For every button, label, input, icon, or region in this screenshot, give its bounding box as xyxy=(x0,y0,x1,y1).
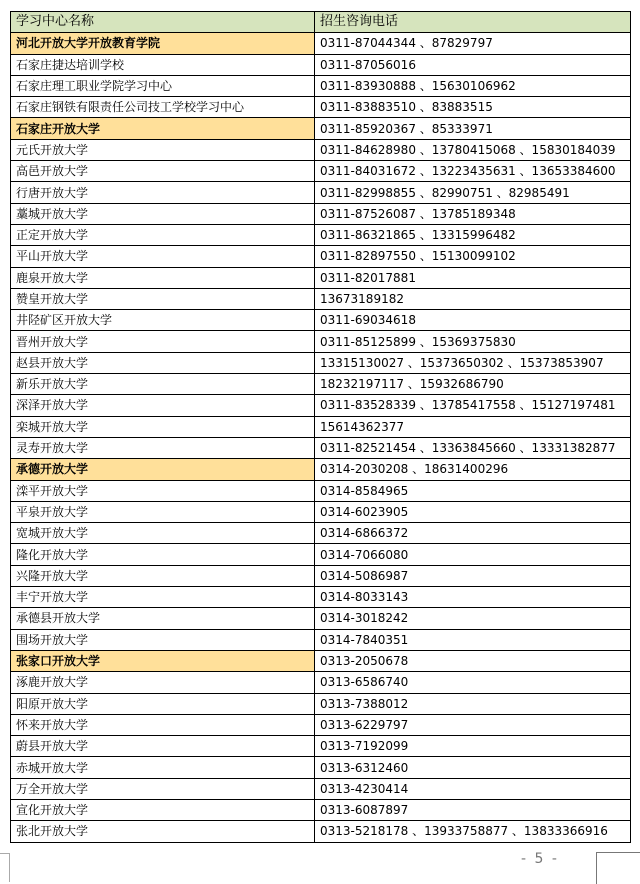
phone-cell: 0313-6229797 xyxy=(315,714,631,735)
table-row xyxy=(11,203,631,224)
center-name-cell: 深泽开放大学 xyxy=(11,395,315,416)
page-number: - 5 - xyxy=(521,851,559,867)
table-row xyxy=(11,778,631,799)
center-name-cell: 平山开放大学 xyxy=(11,246,315,267)
table-row xyxy=(11,267,631,288)
phone-cell: 0313-5218178 、13933758877 、13833366916 xyxy=(315,821,631,842)
table-row xyxy=(11,565,631,586)
table-row xyxy=(11,523,631,544)
phone-cell: 0311-82017881 xyxy=(315,267,631,288)
phone-cell: 0311-87526087 、13785189348 xyxy=(315,203,631,224)
phone-cell: 0311-86321865 、13315996482 xyxy=(315,224,631,245)
center-name-cell: 石家庄理工职业学院学习中心 xyxy=(11,75,315,96)
center-name-cell: 宽城开放大学 xyxy=(11,523,315,544)
table-row xyxy=(11,544,631,565)
center-name-cell: 张家口开放大学 xyxy=(11,650,315,671)
table-row xyxy=(11,608,631,629)
phone-cell: 0314-6023905 xyxy=(315,501,631,522)
center-name-cell: 承德开放大学 xyxy=(11,459,315,480)
phone-cell: 0311-84628980 、13780415068 、15830184039 xyxy=(315,139,631,160)
phone-cell: 0311-83528339 、13785417558 、15127197481 xyxy=(315,395,631,416)
phone-cell: 0311-82897550 、15130099102 xyxy=(315,246,631,267)
center-name-cell: 鹿泉开放大学 xyxy=(11,267,315,288)
group-row xyxy=(11,118,631,139)
header-phone: 招生咨询电话 xyxy=(315,12,631,33)
phone-cell: 0314-8033143 xyxy=(315,587,631,608)
phone-cell: 0311-69034618 xyxy=(315,310,631,331)
phone-cell: 0311-82521454 、13363845660 、13331382877 xyxy=(315,437,631,458)
group-row xyxy=(11,33,631,54)
center-name-cell: 隆化开放大学 xyxy=(11,544,315,565)
phone-cell: 0313-6312460 xyxy=(315,757,631,778)
center-name-cell: 怀来开放大学 xyxy=(11,714,315,735)
table-row xyxy=(11,757,631,778)
phone-cell: 0311-85920367 、85333971 xyxy=(315,118,631,139)
phone-cell: 15614362377 xyxy=(315,416,631,437)
phone-cell: 0314-7840351 xyxy=(315,629,631,650)
phone-cell: 0313-6087897 xyxy=(315,799,631,820)
table-row xyxy=(11,97,631,118)
phone-cell: 0311-83930888 、15630106962 xyxy=(315,75,631,96)
table-row xyxy=(11,246,631,267)
phone-cell: 0313-4230414 xyxy=(315,778,631,799)
center-name-cell: 赵县开放大学 xyxy=(11,352,315,373)
page-corner-mark-left xyxy=(0,853,10,882)
table-row xyxy=(11,736,631,757)
center-name-cell: 涿鹿开放大学 xyxy=(11,672,315,693)
center-name-cell: 新乐开放大学 xyxy=(11,374,315,395)
table-row xyxy=(11,75,631,96)
center-name-cell: 阳原开放大学 xyxy=(11,693,315,714)
center-name-cell: 元氏开放大学 xyxy=(11,139,315,160)
table-row xyxy=(11,395,631,416)
table-row xyxy=(11,54,631,75)
table-row xyxy=(11,374,631,395)
phone-cell: 0313-6586740 xyxy=(315,672,631,693)
center-name-cell: 平泉开放大学 xyxy=(11,501,315,522)
center-name-cell: 栾城开放大学 xyxy=(11,416,315,437)
center-name-cell: 丰宁开放大学 xyxy=(11,587,315,608)
center-name-cell: 井陉矿区开放大学 xyxy=(11,310,315,331)
table-row xyxy=(11,821,631,842)
table-body xyxy=(11,12,631,843)
phone-cell: 0314-3018242 xyxy=(315,608,631,629)
center-name-cell: 张北开放大学 xyxy=(11,821,315,842)
center-name-cell: 行唐开放大学 xyxy=(11,182,315,203)
phone-cell: 13673189182 xyxy=(315,288,631,309)
table-row xyxy=(11,587,631,608)
center-name-cell: 兴隆开放大学 xyxy=(11,565,315,586)
table-row xyxy=(11,288,631,309)
center-name-cell: 晋州开放大学 xyxy=(11,331,315,352)
phone-cell: 0314-7066080 xyxy=(315,544,631,565)
phone-cell: 13315130027 、15373650302 、15373853907 xyxy=(315,352,631,373)
center-name-cell: 藁城开放大学 xyxy=(11,203,315,224)
phone-cell: 0311-87056016 xyxy=(315,54,631,75)
center-name-cell: 蔚县开放大学 xyxy=(11,736,315,757)
table-row xyxy=(11,693,631,714)
table-header-row xyxy=(11,12,631,33)
phone-cell: 0313-7388012 xyxy=(315,693,631,714)
phone-cell: 0311-85125899 、15369375830 xyxy=(315,331,631,352)
table-row xyxy=(11,501,631,522)
contact-table xyxy=(10,11,631,843)
center-name-cell: 河北开放大学开放教育学院 xyxy=(11,33,315,54)
table-row xyxy=(11,799,631,820)
center-name-cell: 滦平开放大学 xyxy=(11,480,315,501)
phone-cell: 0311-87044344 、87829797 xyxy=(315,33,631,54)
phone-cell: 18232197117 、15932686790 xyxy=(315,374,631,395)
center-name-cell: 宣化开放大学 xyxy=(11,799,315,820)
table-row xyxy=(11,331,631,352)
page-corner-mark-right xyxy=(596,852,640,884)
phone-cell: 0314-2030208 、18631400296 xyxy=(315,459,631,480)
table-row xyxy=(11,182,631,203)
table-row xyxy=(11,416,631,437)
phone-cell: 0314-8584965 xyxy=(315,480,631,501)
header-center-name: 学习中心名称 xyxy=(11,12,315,33)
center-name-cell: 灵寿开放大学 xyxy=(11,437,315,458)
center-name-cell: 高邑开放大学 xyxy=(11,161,315,182)
table-row xyxy=(11,352,631,373)
group-row xyxy=(11,459,631,480)
phone-cell: 0314-6866372 xyxy=(315,523,631,544)
phone-cell: 0313-7192099 xyxy=(315,736,631,757)
table-row xyxy=(11,224,631,245)
phone-cell: 0311-82998855 、82990751 、82985491 xyxy=(315,182,631,203)
center-name-cell: 赞皇开放大学 xyxy=(11,288,315,309)
group-row xyxy=(11,650,631,671)
phone-cell: 0311-83883510 、83883515 xyxy=(315,97,631,118)
table-row xyxy=(11,310,631,331)
center-name-cell: 石家庄钢铁有限责任公司技工学校学习中心 xyxy=(11,97,315,118)
phone-cell: 0314-5086987 xyxy=(315,565,631,586)
table-row xyxy=(11,139,631,160)
table-row xyxy=(11,672,631,693)
center-name-cell: 石家庄开放大学 xyxy=(11,118,315,139)
center-name-cell: 石家庄捷达培训学校 xyxy=(11,54,315,75)
table-row xyxy=(11,437,631,458)
phone-cell: 0313-2050678 xyxy=(315,650,631,671)
table-row xyxy=(11,629,631,650)
center-name-cell: 正定开放大学 xyxy=(11,224,315,245)
center-name-cell: 万全开放大学 xyxy=(11,778,315,799)
table-row xyxy=(11,480,631,501)
center-name-cell: 赤城开放大学 xyxy=(11,757,315,778)
center-name-cell: 承德县开放大学 xyxy=(11,608,315,629)
table-row xyxy=(11,161,631,182)
table-row xyxy=(11,714,631,735)
center-name-cell: 围场开放大学 xyxy=(11,629,315,650)
phone-cell: 0311-84031672 、13223435631 、13653384600 xyxy=(315,161,631,182)
